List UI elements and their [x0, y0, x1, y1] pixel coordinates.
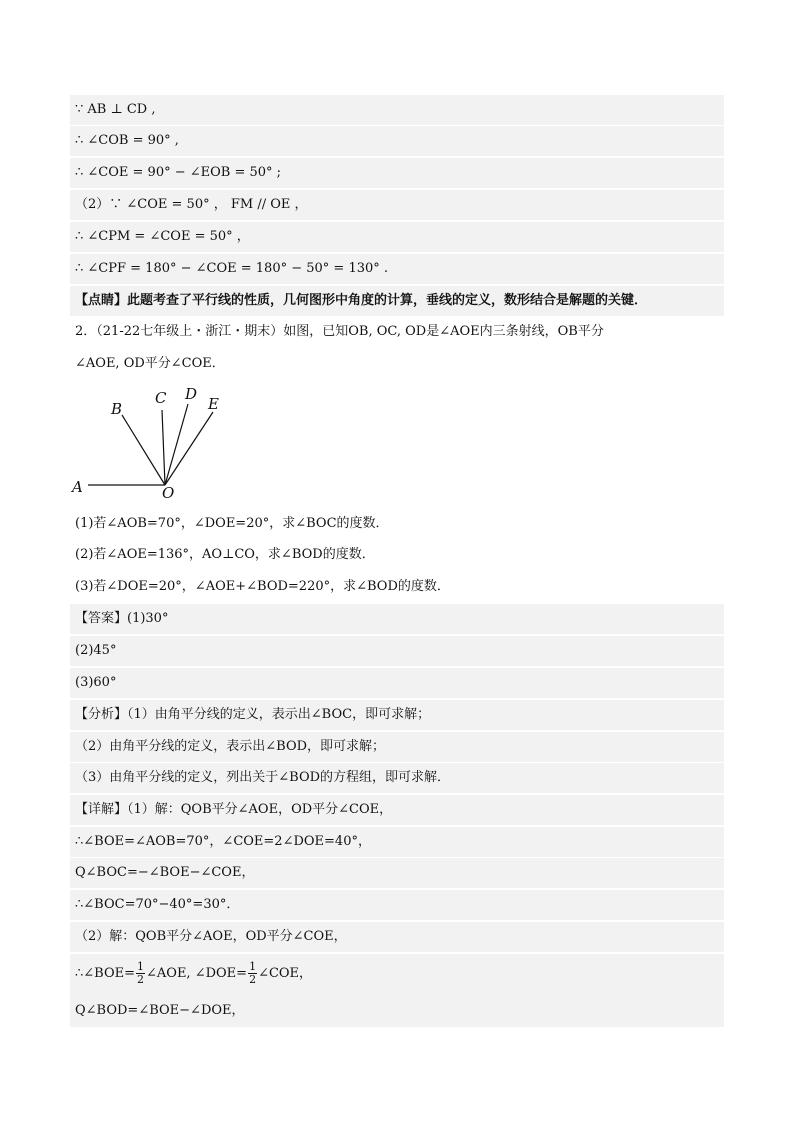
ray-oc: [162, 410, 165, 485]
frac-line-mid: ∠AOE, ∠DOE=: [146, 966, 248, 981]
detail-fraction-line: [70, 954, 724, 994]
text-line: ∴ ∠CPM = ∠COE = 50° ，: [70, 222, 724, 252]
question-line: 2．（21-22七年级上・浙江・期末）如图，已知OB, OC, OD是∠AOE内三条射线，OB平分: [75, 324, 604, 339]
fraction-one-half: $\frac{1}{2}$: [249, 960, 257, 986]
frac-line-suffix: ∠COE，: [258, 966, 313, 981]
answer-line: (2)45°: [70, 636, 724, 666]
answer-line: 【答案】(1)30°: [70, 604, 724, 634]
text-line: ∴ ∠COB = 90° ,: [70, 126, 724, 156]
label-b: B: [111, 400, 123, 418]
ray-od: [165, 404, 188, 485]
analysis-line: （3）由角平分线的定义，列出关于∠BOD的方程组，即可求解．: [70, 763, 724, 793]
analysis-line: 【分析】（1）由角平分线的定义，表示出∠BOC，即可求解；: [70, 700, 724, 730]
detail-line: Q∠BOD=∠BOE−∠DOE，: [70, 994, 724, 1027]
angle-figure: [70, 380, 250, 508]
detail-line: ∴∠BOE=∠AOB=70°，∠COE=2∠DOE=40°，: [70, 827, 724, 857]
text-line: ∴ ∠COE = 90° − ∠EOB = 50° ;: [70, 158, 724, 188]
label-d: D: [185, 385, 198, 403]
answer-line: (3)60°: [70, 668, 724, 698]
text-line: ∵ AB ⊥ CD ,: [70, 95, 724, 125]
text-line: （2）∵ ∠COE = 50° ， FM // OE ，: [70, 190, 724, 220]
question-line: ∠AOE, OD平分∠COE．: [75, 356, 225, 371]
label-c: C: [155, 389, 167, 407]
analysis-line: （2）由角平分线的定义，表示出∠BOD，即可求解；: [70, 732, 724, 762]
fraction-one-half: $\frac{1}{2}$: [137, 960, 144, 986]
detail-line: 【详解】（1）解：QOB平分∠AOE，OD平分∠COE，: [70, 795, 724, 825]
subquestion-1: (1)若∠AOB=70°，∠DOE=20°，求∠BOC的度数．: [75, 516, 389, 531]
label-e: E: [208, 395, 219, 413]
detail-line: ∴∠BOC=70°−40°=30°．: [70, 890, 724, 920]
ray-oe: [165, 412, 213, 485]
frac-line-prefix: ∴∠BOE=: [75, 966, 135, 981]
text-line: ∴ ∠CPF = 180° − ∠COE = 180° − 50° = 130° .: [70, 254, 724, 284]
remark-line: 【点睛】此题考查了平行线的性质，几何图形中角度的计算，垂线的定义，数形结合是解题的关键．: [70, 286, 724, 316]
detail-line: Q∠BOC=−∠BOE−∠COE，: [70, 858, 724, 888]
ray-ob: [122, 415, 165, 485]
subquestion-3: (3)若∠DOE=20°，∠AOE+∠BOD=220°，求∠BOD的度数．: [75, 579, 450, 594]
detail-line: （2）解：QOB平分∠AOE，OD平分∠COE，: [70, 922, 724, 952]
subquestion-2: (2)若∠AOE=136°，AO⊥CO，求∠BOD的度数．: [75, 547, 375, 562]
label-a: A: [72, 478, 83, 496]
label-o: O: [162, 484, 175, 502]
